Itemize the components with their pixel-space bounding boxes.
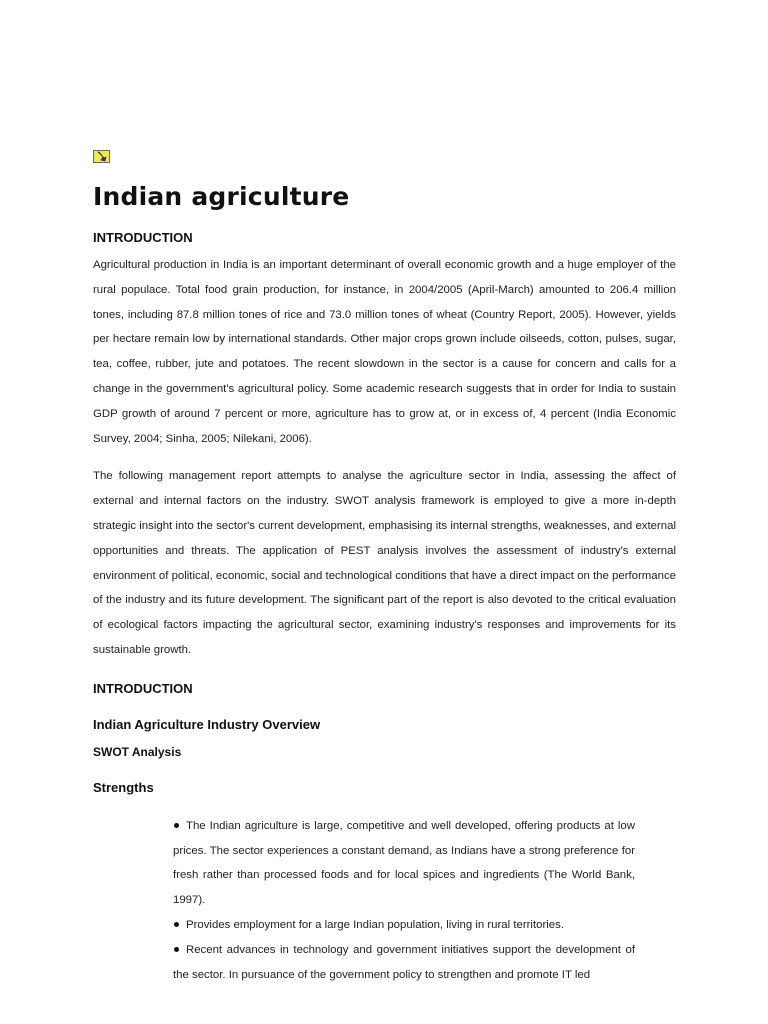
subheading-swot-analysis: SWOT Analysis: [93, 744, 182, 759]
subheading-industry-overview: Indian Agriculture Industry Overview: [93, 716, 321, 732]
strength-text: Recent advances in technology and government initiatives support the development of the sector. In pursuance of the government policy to strengthen and promote IT led: [173, 943, 635, 981]
section-heading-introduction-2: INTRODUCTION: [93, 680, 193, 696]
strengths-list: [173, 814, 635, 988]
document-page: [93, 150, 676, 987]
bullet-icon: [174, 922, 179, 927]
document-title: Indian agriculture: [93, 182, 350, 211]
section-heading-introduction: INTRODUCTION: [93, 230, 193, 245]
strength-text: Provides employment for a large Indian population, living in rural territories.: [186, 918, 564, 931]
document-link-icon[interactable]: [93, 150, 110, 163]
list-item: [173, 938, 635, 988]
list-item: [173, 814, 635, 913]
subheading-strengths: Strengths: [93, 779, 154, 795]
intro-paragraph-1: Agricultural production in India is an important determinant of overall economic growth and a huge employer of the rural populace. Total food grain production, for instance, in 2004/2005 (April-March) amounted to 206.4 million tones, including 87.8 million tones of rice and 73.0 million tones of wheat (Country Report, 2005). However, yields per hectare remain low by international standards. Other major crops grown include oilseeds, cotton, pulses, sugar, tea, coffee, rubber, jute and potatoes. The recent slowdown in the sector is a cause for concern and calls for a change in the government's agricultural policy. Some academic research suggests that in order for India to sustain GDP growth of around 7 percent or more, agriculture has to grow at, or in excess of, 4 percent (India Economic Survey, 2004; Sinha, 2005; Nilekani, 2006).: [93, 259, 676, 445]
list-item: [173, 913, 635, 938]
intro-paragraph-2: The following management report attempts to analyse the agriculture sector in India, assessing the affect of external and internal factors on the industry. SWOT analysis framework is employed to give a more in-depth strategic insight into the sector's current development, emphasising its internal strengths, weaknesses, and external opportunities and threats. The application of PEST analysis involves the assessment of industry's external environment of political, economic, social and technological conditions that have a direct impact on the performance of the industry and its future development. The significant part of the report is also devoted to the critical evaluation of ecological factors impacting the agricultural sector, examining industry's responses and improvements for its sustainable growth.: [93, 470, 676, 656]
bullet-icon: [174, 823, 179, 828]
bullet-icon: [174, 947, 179, 952]
strength-text: The Indian agriculture is large, competitive and well developed, offering products at low prices. The sector experiences a constant demand, as Indians have a strong preference for fresh rather than processed foods and for local spices and ingredients (The World Bank, 1997).: [173, 819, 635, 907]
